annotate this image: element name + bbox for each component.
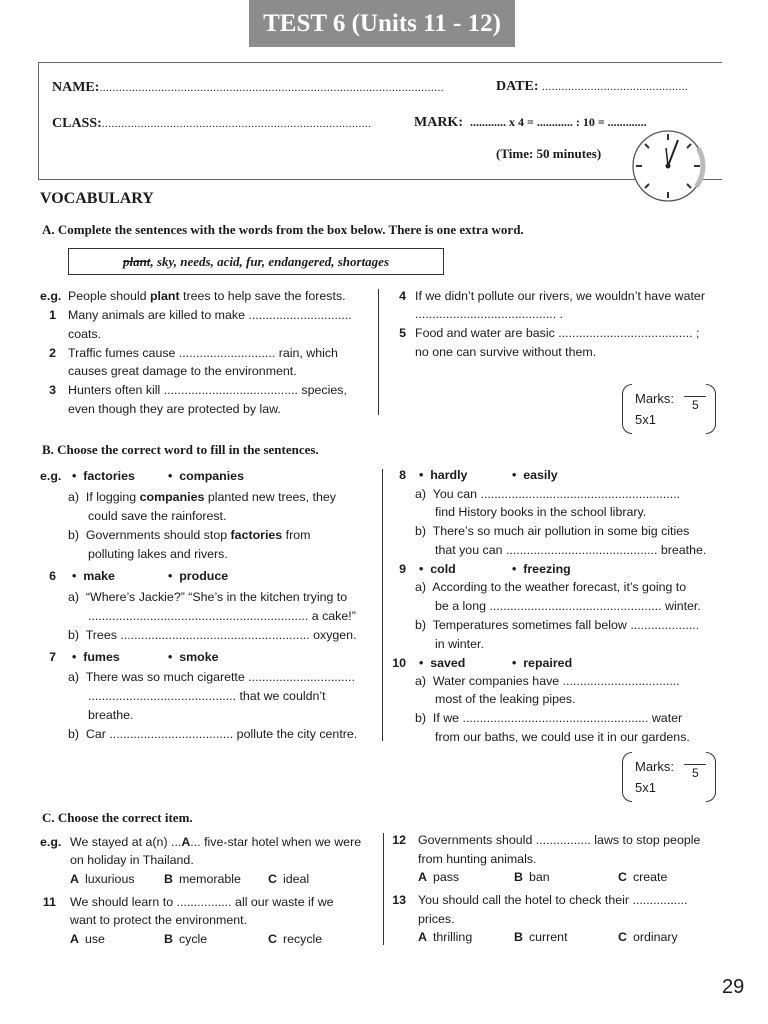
question-4-line-2: ......................................... . bbox=[415, 307, 564, 321]
q6-a-line-1: a) “Where’s Jackie?” “She’s in the kitchen trying to bbox=[68, 590, 348, 604]
q12-line-1: Governments should ................ laws to stop people bbox=[418, 833, 701, 847]
question-3-line-2: even though they are protected by law. bbox=[68, 402, 281, 416]
q6-b-line-1: b) Trees ....................................................... oxygen. bbox=[68, 628, 357, 642]
example-sentence: People should plant trees to help save the forests. bbox=[68, 289, 346, 303]
name-dots: .......................................................................................................... bbox=[99, 82, 444, 94]
q7-a-line-3: breathe. bbox=[88, 708, 134, 722]
q7-word-2: • smoke bbox=[168, 650, 219, 664]
q10-b-line-2: from our baths, we could use it in our gardens. bbox=[435, 730, 690, 744]
q11-line-1: We should learn to ................ all our waste if we bbox=[70, 895, 334, 909]
question-1-line-1: Many animals are killed to make .............................. bbox=[68, 308, 352, 322]
q11-option-c[interactable]: C recycle bbox=[268, 932, 323, 946]
q12-option-c[interactable]: C create bbox=[618, 870, 668, 884]
q12-line-2: from hunting animals. bbox=[418, 852, 537, 866]
example-word-1: • factories bbox=[72, 469, 135, 483]
q9-a-line-2: be a long .................................................. winter. bbox=[435, 599, 701, 613]
question-5-line-2: no one can survive without them. bbox=[415, 345, 597, 359]
example-label: e.g. bbox=[40, 289, 62, 303]
q8-a-line-1: a) You can .......................................................... bbox=[415, 487, 681, 501]
q7-b-line-1: b) Car .................................... pollute the city centre. bbox=[68, 727, 358, 741]
q9-b-line-1: b) Temperatures sometimes fall below .................... bbox=[415, 618, 700, 632]
q6-word-2: • produce bbox=[168, 569, 229, 583]
q11-line-2: want to protect the environment. bbox=[70, 913, 248, 927]
word-box bbox=[68, 248, 444, 275]
section-c-instruction: C. Choose the correct item. bbox=[42, 810, 193, 825]
q10-b-line-1: b) If we ...................................................... water bbox=[415, 711, 683, 725]
q9-b-line-2: in winter. bbox=[435, 637, 484, 651]
example-option-c: C ideal bbox=[268, 872, 310, 886]
name-label: NAME: bbox=[52, 80, 100, 95]
q13-line-2: prices. bbox=[418, 912, 455, 926]
class-label: CLASS: bbox=[52, 116, 102, 131]
example-word-2: • companies bbox=[168, 469, 244, 483]
example-b-line-1: b) Governments should stop factories from bbox=[68, 528, 311, 542]
question-5-line-1: Food and water are basic ....................................... ; bbox=[415, 326, 700, 340]
q10-a-line-1: a) Water companies have .................................. bbox=[415, 674, 680, 688]
word-box-struck: plant bbox=[122, 254, 151, 269]
time-limit: (Time: 50 minutes) bbox=[496, 146, 602, 161]
section-b-instruction: B. Choose the correct word to fill in the sentences. bbox=[42, 442, 319, 457]
q12-option-a[interactable]: A pass bbox=[418, 870, 460, 884]
q8-b-line-1: b) There’s so much air pollution in some big cities bbox=[415, 524, 690, 538]
q9-word-2: • freezing bbox=[512, 562, 571, 576]
question-2-line-2: causes great damage to the environment. bbox=[68, 364, 297, 378]
marks-box-b: Marks: 5 5x1 bbox=[622, 752, 716, 802]
q7-a-line-1: a) There was so much cigarette ............................... bbox=[68, 670, 355, 684]
clock-icon bbox=[622, 126, 714, 206]
mark-label: MARK: bbox=[414, 115, 463, 130]
class-field[interactable] bbox=[52, 116, 372, 132]
example-line-2: on holiday in Thailand. bbox=[70, 853, 194, 867]
q10-word-1: • saved bbox=[419, 656, 466, 670]
q8-word-1: • hardly bbox=[419, 468, 468, 482]
q11-option-b[interactable]: B cycle bbox=[164, 932, 208, 946]
question-4-line-1: If we didn’t pollute our rivers, we wouldn’t have water bbox=[415, 289, 705, 303]
mark-field[interactable] bbox=[414, 115, 647, 131]
example-option-b: B memorable bbox=[164, 872, 241, 886]
q8-word-2: • easily bbox=[512, 468, 558, 482]
example-b-line-2: polluting lakes and rivers. bbox=[88, 547, 228, 561]
question-2-line-1: Traffic fumes cause ............................ rain, which bbox=[68, 346, 338, 360]
q6-word-1: • make bbox=[72, 569, 115, 583]
example-a-line-2: could save the rainforest. bbox=[88, 509, 227, 523]
word-box-words: , sky, needs, acid, fur, endangered, shortages bbox=[150, 254, 390, 269]
marks-box-a: Marks: 5 5x1 bbox=[622, 384, 716, 434]
date-label: DATE: bbox=[496, 79, 539, 94]
column-divider bbox=[382, 469, 383, 741]
q12-option-b[interactable]: B ban bbox=[514, 870, 550, 884]
question-1-line-2: coats. bbox=[68, 327, 102, 341]
column-divider bbox=[383, 833, 384, 945]
q11-option-a[interactable]: A use bbox=[70, 932, 105, 946]
q10-a-line-2: most of the leaking pipes. bbox=[435, 692, 576, 706]
example-line-1: We stayed at a(n) ...A... five-star hotel when we were bbox=[70, 835, 362, 849]
name-field[interactable] bbox=[52, 80, 444, 96]
q13-option-a[interactable]: A thrilling bbox=[418, 930, 473, 944]
example-option-a: A luxurious bbox=[70, 872, 135, 886]
q7-word-1: • fumes bbox=[72, 650, 120, 664]
column-divider bbox=[378, 289, 379, 415]
vocabulary-heading: VOCABULARY bbox=[40, 190, 154, 207]
mark-formula: ............ x 4 = ............ : 10 = ............. bbox=[470, 115, 647, 129]
question-3-line-1: Hunters often kill ....................................... species, bbox=[68, 383, 347, 397]
q13-line-1: You should call the hotel to check their ................ bbox=[418, 893, 688, 907]
example-label: e.g. bbox=[40, 469, 62, 483]
page-number: 29 bbox=[722, 976, 745, 998]
q9-a-line-1: a) According to the weather forecast, it’s going to bbox=[415, 580, 687, 594]
q9-word-1: • cold bbox=[419, 562, 456, 576]
q7-a-line-2: ........................................... that we couldn’t bbox=[88, 689, 326, 703]
example-label: e.g. bbox=[40, 835, 62, 849]
test-title: TEST 6 (Units 11 - 12) bbox=[249, 0, 515, 47]
q10-word-2: • repaired bbox=[512, 656, 573, 670]
q8-b-line-2: that you can ............................................ breathe. bbox=[435, 543, 707, 557]
q8-a-line-2: find History books in the school library. bbox=[435, 505, 647, 519]
example-a-line-1: a) If logging companies planted new trees, they bbox=[68, 490, 336, 504]
date-dots: ............................................. bbox=[542, 81, 689, 93]
q13-option-c[interactable]: C ordinary bbox=[618, 930, 678, 944]
q6-a-line-2: ................................................................ a cake!” bbox=[88, 609, 356, 623]
date-field[interactable] bbox=[496, 79, 688, 95]
class-dots: ................................................................................... bbox=[101, 118, 372, 130]
q13-option-b[interactable]: B current bbox=[514, 930, 568, 944]
section-a-instruction: A. Complete the sentences with the words from the box below. There is one extra word. bbox=[42, 222, 524, 237]
